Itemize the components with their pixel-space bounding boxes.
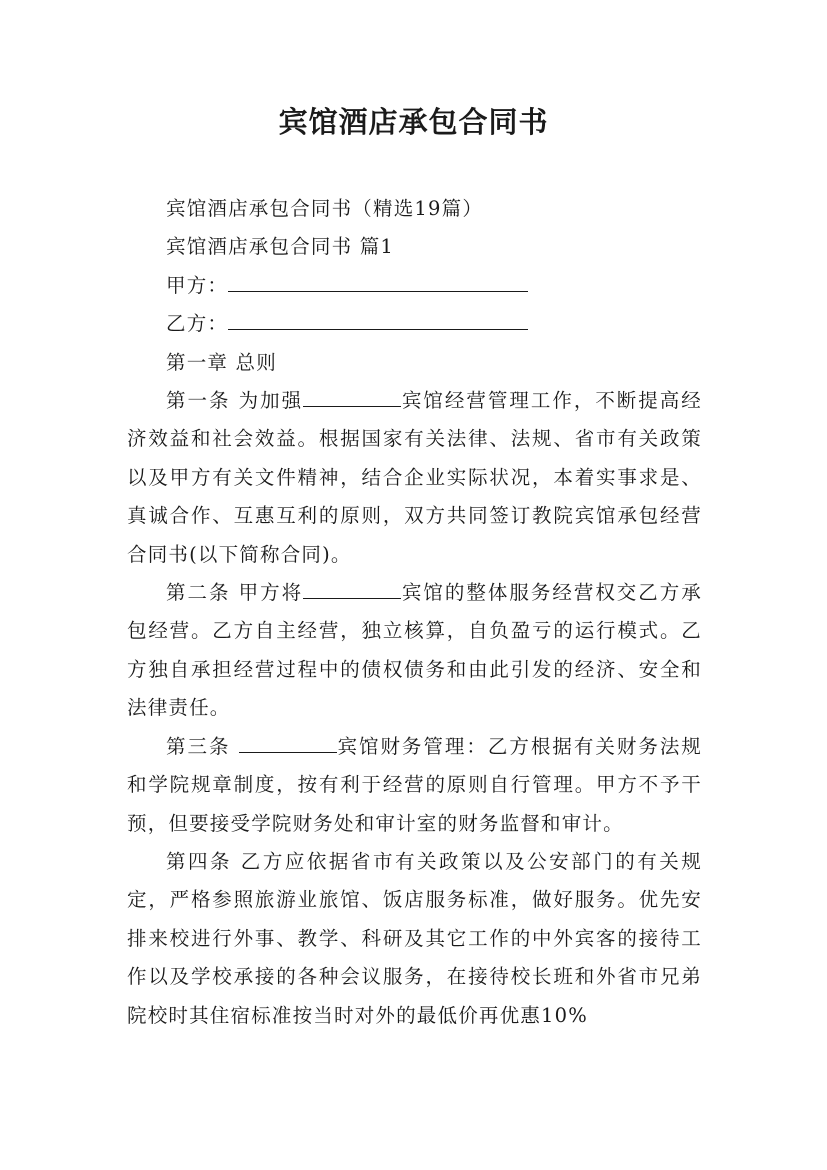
article-3-prefix: 第三条 [166,734,239,758]
party-a-label: 甲方： [166,273,229,297]
article-2-text: 宾馆的整体服务经营权交乙方承包经营。乙方自主经营，独立核算，自负盈亏的运行模式。乙方独自承担经营过程中的债权债务和由此引发的经济、安全和法律责任。 [127,581,702,720]
article-3-text: 宾馆财务管理：乙方根据有关财务法规和学院规章制度，按有利于经营的原则自行管理。甲方不予干预，但要接受学院财务处和审计室的财务监督和审计。 [127,734,703,835]
article-3 [127,728,702,843]
section-heading: 宾馆酒店承包合同书 篇1 [166,235,395,259]
article-3-blank [239,731,337,752]
party-a-blank [228,270,528,291]
document-subtitle: 宾馆酒店承包合同书（精选19篇） [166,197,484,220]
party-b-line [127,305,702,343]
chapter-heading: 第一章 总则 [166,350,277,374]
document-title: 宾馆酒店承包合同书 [278,105,549,139]
party-b-blank [228,309,528,330]
article-1-blank [303,386,401,407]
party-a-line [127,267,702,305]
article-1-text: 宾馆经营管理工作，不断提高经济效益和社会效益。根据国家有关法律、法规、省市有关政策以及甲方有关文件精神，结合企业实际状况，本着实事求是、真诚合作、互惠互利的原则，双方共同签订教院宾馆承包经营合同书(以下简称合同)。 [127,389,702,566]
article-1 [127,382,702,574]
party-b-label: 乙方： [166,312,229,336]
document-body [127,190,702,1035]
article-2-blank [303,578,401,599]
article-1-prefix: 第一条 为加强 [166,389,304,413]
article-4: 第四条 乙方应依据省市有关政策以及公安部门的有关规定，严格参照旅游业旅馆、饭店服务标准，做好服务。优先安排来校进行外事、教学、科研及其它工作的中外宾客的接待工作以及学校承接的各种会议服务，在接待校长班和外省市兄弟院校时其住宿标准按当时对外的最低价再优惠10% [127,849,702,1027]
article-2 [127,574,702,728]
article-2-prefix: 第二条 甲方将 [166,581,304,605]
